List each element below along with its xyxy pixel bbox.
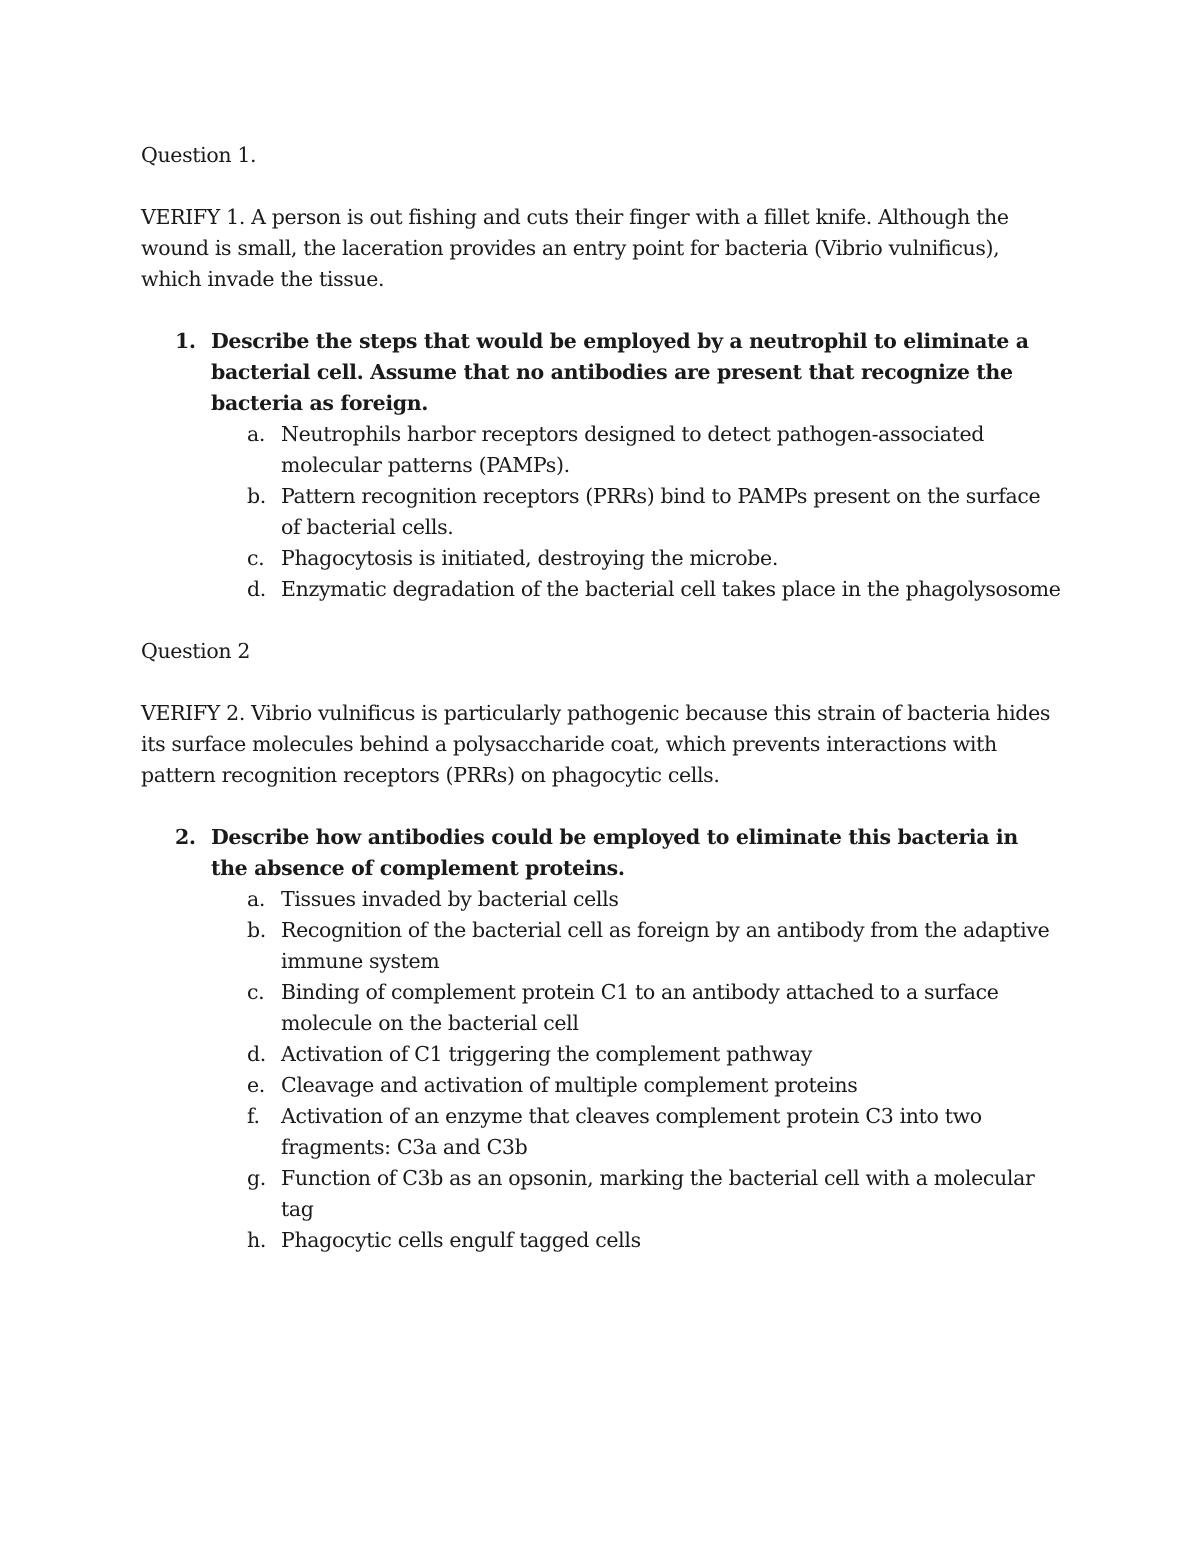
list-marker: f. [247, 1104, 260, 1128]
list-item-text: Activation of C1 triggering the complement pathway [281, 1042, 812, 1066]
list-item-text: Recognition of the bacterial cell as foreign by an antibody from the adaptive immune system [281, 918, 1050, 973]
list-item-text: Phagocytic cells engulf tagged cells [281, 1228, 641, 1252]
list-item [211, 977, 1061, 1039]
question-1-prompt [141, 326, 1061, 605]
list-item [211, 1039, 1061, 1070]
list-item-text: Function of C3b as an opsonin, marking the bacterial cell with a molecular tag [281, 1166, 1035, 1221]
question-1-answer-list [211, 419, 1061, 605]
question-2-answer-list [211, 884, 1061, 1256]
list-marker: d. [247, 577, 266, 601]
list-marker: a. [247, 887, 266, 911]
question-1-prompt-text: Describe the steps that would be employed by a neutrophil to eliminate a bacterial cell. Assume that no antibodies are present that recognize the bacteria as foreign. [211, 329, 1029, 415]
list-item-text: Cleavage and activation of multiple complement proteins [281, 1073, 858, 1097]
list-marker: g. [247, 1166, 266, 1190]
list-item [211, 574, 1061, 605]
list-item [211, 419, 1061, 481]
list-marker: c. [247, 980, 265, 1004]
list-item-text: Enzymatic degradation of the bacterial cell takes place in the phagolysosome [281, 577, 1061, 601]
list-item [211, 915, 1061, 977]
list-item-text: Binding of complement protein C1 to an antibody attached to a surface molecule on the bacterial cell [281, 980, 999, 1035]
list-marker: h. [247, 1228, 267, 1252]
verify-2-paragraph: VERIFY 2. Vibrio vulnificus is particularly pathogenic because this strain of bacteria hides its surface molecules behind a polysaccharide coat, which prevents interactions with pattern recognition receptors (PRRs) on phagocytic cells. [141, 701, 1051, 787]
list-item-text: Pattern recognition receptors (PRRs) bind to PAMPs present on the surface of bacterial cells. [281, 484, 1041, 539]
list-item-text: Activation of an enzyme that cleaves complement protein C3 into two fragments: C3a and C3b [281, 1104, 982, 1159]
list-item [211, 1163, 1061, 1225]
list-item [211, 543, 1061, 574]
list-item-text: Neutrophils harbor receptors designed to detect pathogen-associated molecular patterns (PAMPs). [281, 422, 985, 477]
question-2-prompt [141, 822, 1061, 1256]
list-marker: a. [247, 422, 266, 446]
question-2-prompt-text: Describe how antibodies could be employed to eliminate this bacteria in the absence of complement proteins. [211, 825, 1018, 880]
verify-1-paragraph: VERIFY 1. A person is out fishing and cuts their finger with a fillet knife. Although the wound is small, the laceration provides an entry point for bacteria (Vibrio vulnificus), which invade the tissue. [141, 205, 1009, 291]
document-body [141, 140, 1061, 1287]
list-item [211, 1070, 1061, 1101]
list-item-text: Phagocytosis is initiated, destroying the microbe. [281, 546, 779, 570]
question-2-number: 2. [175, 825, 196, 849]
list-item-text: Tissues invaded by bacterial cells [281, 887, 619, 911]
list-marker: b. [247, 918, 266, 942]
list-marker: b. [247, 484, 266, 508]
list-marker: e. [247, 1073, 265, 1097]
list-item [211, 481, 1061, 543]
list-marker: d. [247, 1042, 266, 1066]
list-marker: c. [247, 546, 265, 570]
question-1-section [141, 140, 1061, 605]
question-2-heading: Question 2 [141, 639, 251, 663]
question-2-section [141, 636, 1061, 1256]
question-1-number: 1. [175, 329, 196, 353]
question-1-heading: Question 1. [141, 143, 257, 167]
list-item [211, 1225, 1061, 1256]
list-item [211, 1101, 1061, 1163]
list-item [211, 884, 1061, 915]
